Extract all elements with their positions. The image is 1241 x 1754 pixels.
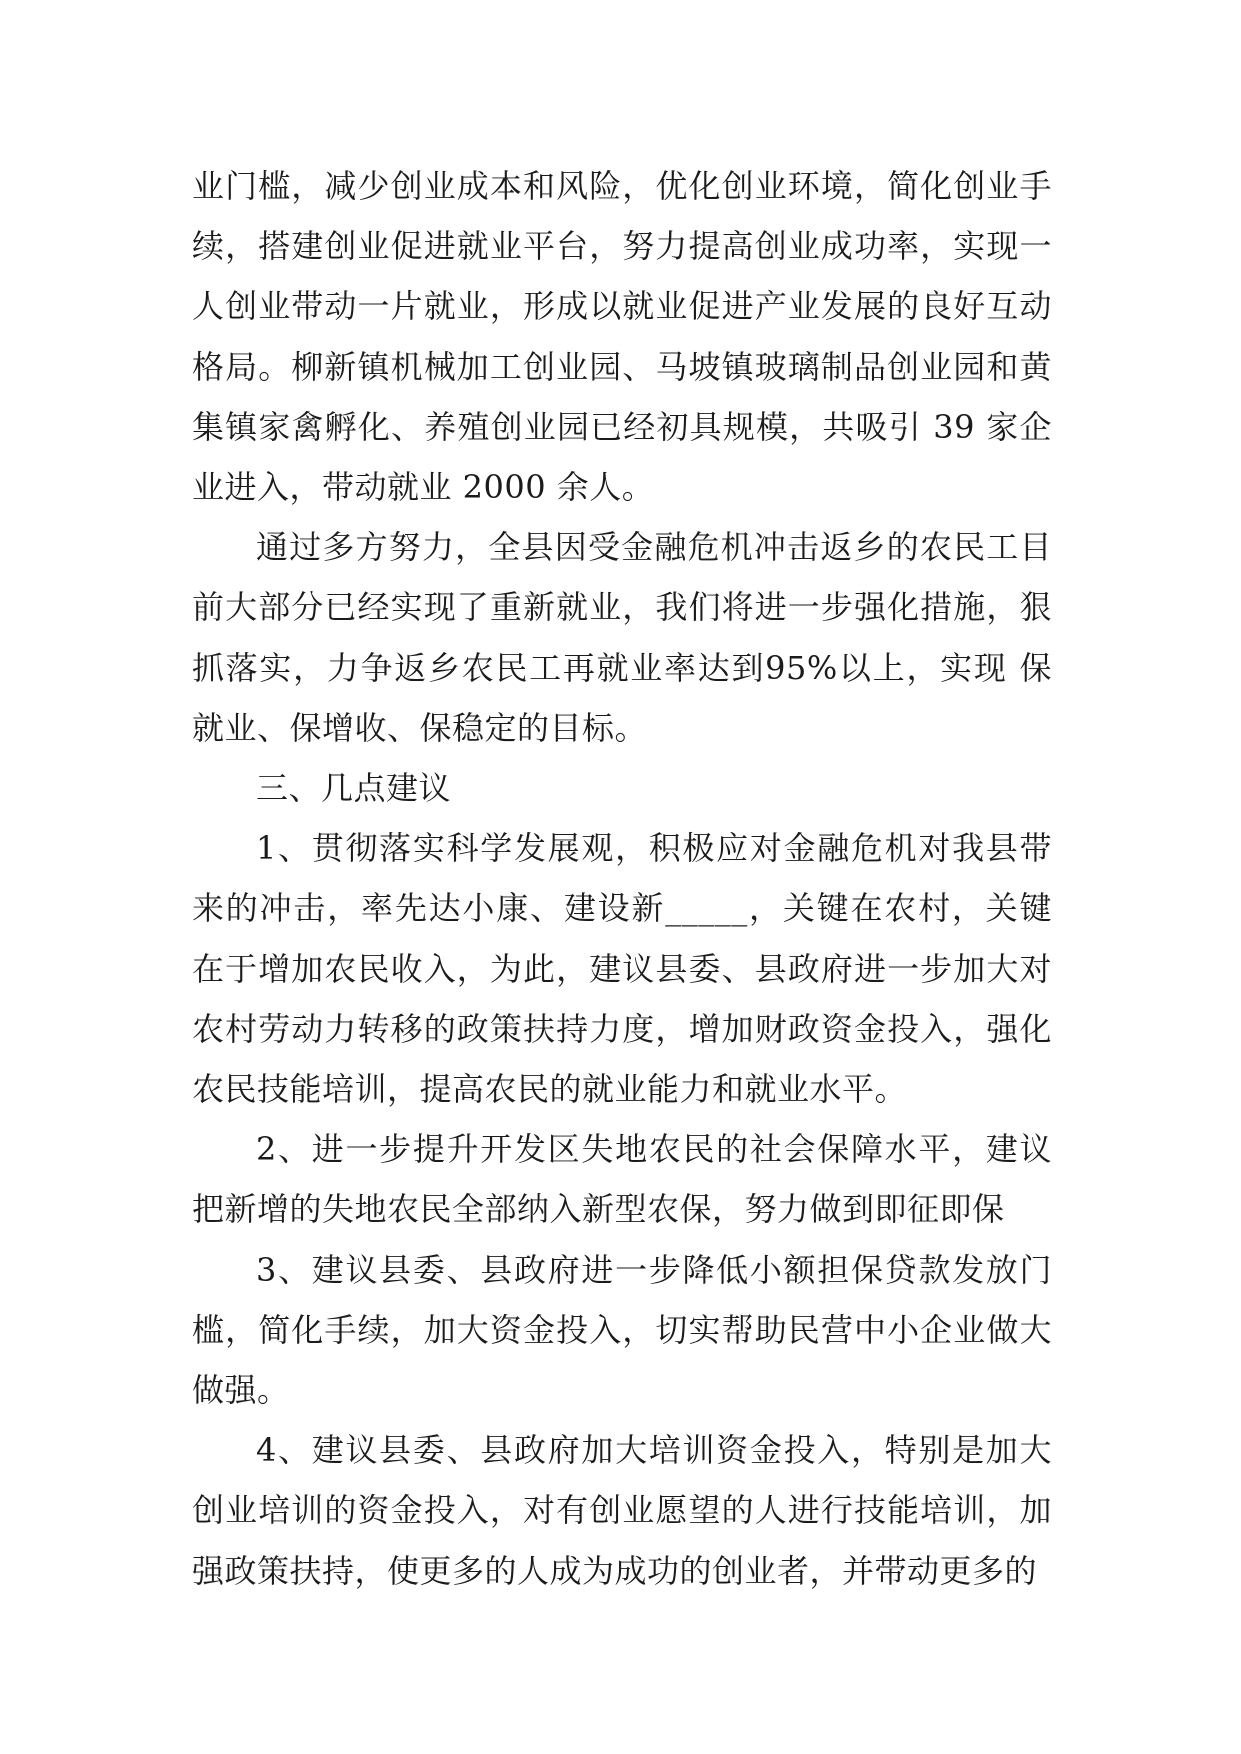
document-body bbox=[192, 156, 1052, 1601]
suggestion-item-3: 3、建议县委、县政府进一步降低小额担保贷款发放门槛，简化手续，加大资金投入，切实帮助民营中小企业做大做强。 bbox=[192, 1250, 1052, 1410]
suggestion-item-4: 4、建议县委、县政府加大培训资金投入，特别是加大创业培训的资金投入，对有创业愿望的人进行技能培训，加强政策扶持，使更多的人成为成功的创业者，并带动更多的 bbox=[192, 1431, 1052, 1590]
section-heading-suggestions: 三、几点建议 bbox=[256, 769, 452, 808]
paragraph-reemployment-summary: 通过多方努力，全县因受金融危机冲击返乡的农民工目前大部分已经实现了重新就业，我们将进一步强化措施，狠抓落实，力争返乡农民工再就业率达到95%以上，实现 保就业、保增收、保稳定的目标。 bbox=[192, 528, 1052, 747]
suggestion-item-2: 2、进一步提升开发区失地农民的社会保障水平，建议把新增的失地农民全部纳入新型农保，努力做到即征即保 bbox=[192, 1130, 1052, 1229]
suggestion-item-1: 1、贯彻落实科学发展观，积极应对金融危机对我县带来的冲击，率先达小康、建设新_____，关键在农村，关键在于增加农民收入，为此，建议县委、县政府进一步加大对农村劳动力转移的政策扶持力度，增加财政资金投入，强化农民技能培训，提高农民的就业能力和就业水平。 bbox=[192, 829, 1052, 1109]
paragraph-continuation: 业门槛，减少创业成本和风险，优化创业环境，简化创业手续，搭建创业促进就业平台，努力提高创业成功率，实现一人创业带动一片就业，形成以就业促进产业发展的良好互动格局。柳新镇机械加工创业园、马坡镇玻璃制品创业园和黄集镇家禽孵化、养殖创业园已经初具规模，共吸引 39 家企业进入，带动就业 2000 余人。 bbox=[192, 167, 1052, 507]
